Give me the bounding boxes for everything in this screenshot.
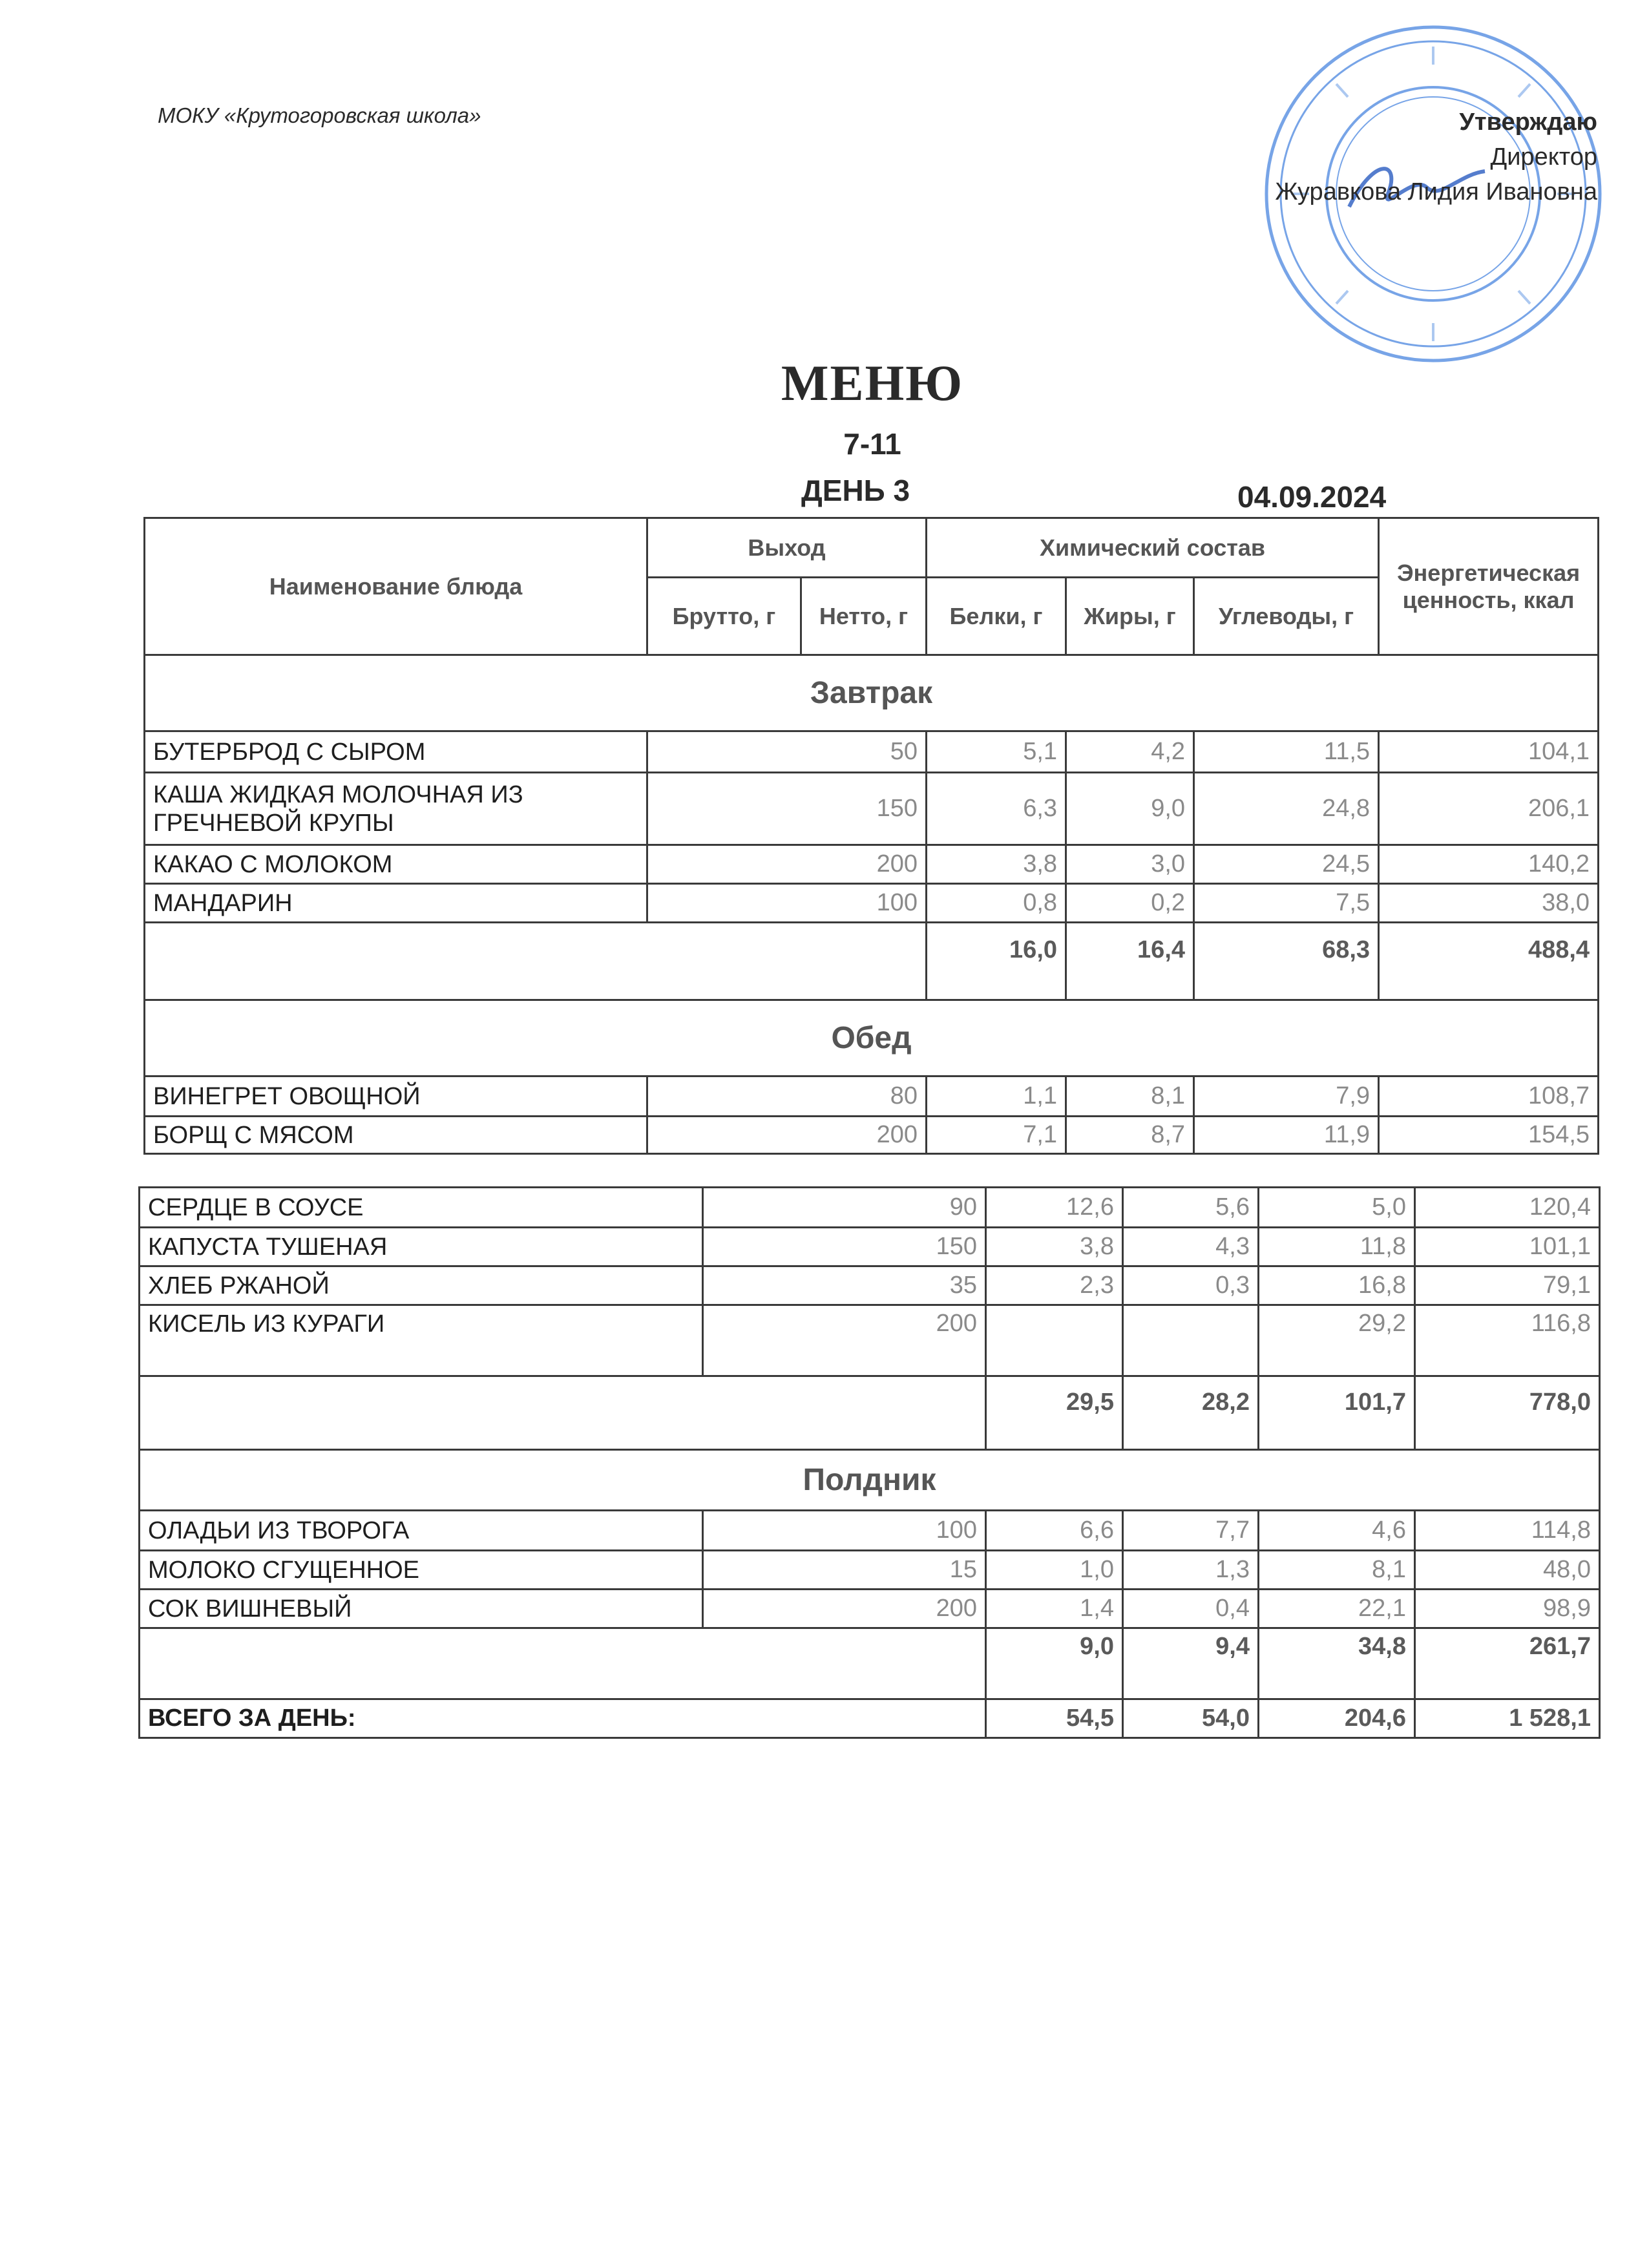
day-total-energy: 1 528,1 bbox=[1415, 1699, 1600, 1738]
total-carbs: 101,7 bbox=[1259, 1376, 1415, 1450]
menu-table-part2 bbox=[138, 1186, 1601, 1739]
total-fat: 9,4 bbox=[1123, 1628, 1259, 1699]
dish-name: БОРЩ С МЯСОМ bbox=[145, 1117, 647, 1154]
dish-protein: 12,6 bbox=[986, 1188, 1123, 1228]
dish-name: МАНДАРИН bbox=[145, 884, 647, 923]
dish-fat: 9,0 bbox=[1066, 773, 1194, 845]
dish-name: КАША ЖИДКАЯ МОЛОЧНАЯ ИЗ ГРЕЧНЕВОЙ КРУПЫ bbox=[145, 773, 647, 845]
day-label: ДЕНЬ 3 bbox=[801, 474, 910, 507]
dish-energy: 48,0 bbox=[1415, 1551, 1600, 1590]
dish-protein: 6,3 bbox=[927, 773, 1066, 845]
day-total-row bbox=[140, 1699, 1600, 1738]
dish-name: ОЛАДЬИ ИЗ ТВОРОГА bbox=[140, 1511, 703, 1551]
day-total-fat: 54,0 bbox=[1123, 1699, 1259, 1738]
section-lunch: Обед bbox=[145, 1000, 1599, 1076]
dish-output: 200 bbox=[647, 845, 927, 884]
dish-energy: 116,8 bbox=[1415, 1305, 1600, 1376]
snack-total-row bbox=[140, 1628, 1600, 1699]
dish-output: 200 bbox=[703, 1305, 986, 1376]
total-protein: 16,0 bbox=[927, 923, 1066, 1000]
total-energy: 261,7 bbox=[1415, 1628, 1600, 1699]
approval-director-name: Журавкова Лидия Ивановна bbox=[1275, 178, 1597, 205]
dish-energy: 154,5 bbox=[1379, 1117, 1599, 1154]
dish-carbs: 7,5 bbox=[1194, 884, 1379, 923]
dish-output: 150 bbox=[647, 773, 927, 845]
dish-carbs: 8,1 bbox=[1259, 1551, 1415, 1590]
col-header-brutto: Брутто, г bbox=[647, 578, 801, 655]
approval-title: Утверждаю bbox=[1459, 109, 1597, 136]
dish-fat: 0,3 bbox=[1123, 1266, 1259, 1305]
dish-name: СЕРДЦЕ В СОУСЕ bbox=[140, 1188, 703, 1228]
col-header-netto: Нетто, г bbox=[801, 578, 927, 655]
table-row bbox=[140, 1266, 1600, 1305]
dish-fat: 4,3 bbox=[1123, 1228, 1259, 1266]
dish-carbs: 5,0 bbox=[1259, 1188, 1415, 1228]
dish-energy: 206,1 bbox=[1379, 773, 1599, 845]
dish-output: 50 bbox=[647, 731, 927, 773]
col-header-energy: Энергетическая ценность, ккал bbox=[1379, 518, 1599, 655]
total-carbs: 34,8 bbox=[1259, 1628, 1415, 1699]
dish-protein: 1,1 bbox=[927, 1076, 1066, 1117]
approval-position: Директор bbox=[1490, 143, 1597, 171]
total-fat: 28,2 bbox=[1123, 1376, 1259, 1450]
dish-fat: 3,0 bbox=[1066, 845, 1194, 884]
total-protein: 9,0 bbox=[986, 1628, 1123, 1699]
dish-carbs: 24,8 bbox=[1194, 773, 1379, 845]
dish-fat: 1,3 bbox=[1123, 1551, 1259, 1590]
dish-protein: 7,1 bbox=[927, 1117, 1066, 1154]
total-spacer bbox=[140, 1376, 986, 1450]
dish-carbs: 11,5 bbox=[1194, 731, 1379, 773]
dish-carbs: 22,1 bbox=[1259, 1590, 1415, 1628]
dish-fat bbox=[1123, 1305, 1259, 1376]
dish-name: ХЛЕБ РЖАНОЙ bbox=[140, 1266, 703, 1305]
dish-energy: 98,9 bbox=[1415, 1590, 1600, 1628]
col-header-protein: Белки, г bbox=[927, 578, 1066, 655]
lunch-total-row bbox=[140, 1376, 1600, 1450]
total-energy: 488,4 bbox=[1379, 923, 1599, 1000]
table-row bbox=[140, 1188, 1600, 1228]
dish-fat: 0,4 bbox=[1123, 1590, 1259, 1628]
dish-carbs: 4,6 bbox=[1259, 1511, 1415, 1551]
dish-carbs: 11,9 bbox=[1194, 1117, 1379, 1154]
table-row bbox=[140, 1590, 1600, 1628]
age-group: 7-11 bbox=[843, 427, 901, 461]
dish-energy: 108,7 bbox=[1379, 1076, 1599, 1117]
dish-protein: 3,8 bbox=[927, 845, 1066, 884]
dish-protein: 3,8 bbox=[986, 1228, 1123, 1266]
day-total-protein: 54,5 bbox=[986, 1699, 1123, 1738]
table-row bbox=[140, 1511, 1600, 1551]
total-carbs: 68,3 bbox=[1194, 923, 1379, 1000]
dish-name: БУТЕРБРОД С СЫРОМ bbox=[145, 731, 647, 773]
dish-output: 200 bbox=[647, 1117, 927, 1154]
total-spacer bbox=[145, 923, 927, 1000]
day-total-carbs: 204,6 bbox=[1259, 1699, 1415, 1738]
menu-table-part1 bbox=[143, 517, 1599, 1155]
dish-name: КАКАО С МОЛОКОМ bbox=[145, 845, 647, 884]
dish-name: ВИНЕГРЕТ ОВОЩНОЙ bbox=[145, 1076, 647, 1117]
dish-carbs: 24,5 bbox=[1194, 845, 1379, 884]
dish-protein: 5,1 bbox=[927, 731, 1066, 773]
approval-block bbox=[1275, 105, 1597, 209]
col-header-fat: Жиры, г bbox=[1066, 578, 1194, 655]
dish-name: МОЛОКО СГУЩЕННОЕ bbox=[140, 1551, 703, 1590]
dish-fat: 7,7 bbox=[1123, 1511, 1259, 1551]
table-row bbox=[145, 1117, 1599, 1154]
day-total-label: ВСЕГО ЗА ДЕНЬ: bbox=[140, 1699, 986, 1738]
dish-carbs: 11,8 bbox=[1259, 1228, 1415, 1266]
dish-protein: 1,0 bbox=[986, 1551, 1123, 1590]
dish-energy: 79,1 bbox=[1415, 1266, 1600, 1305]
dish-energy: 101,1 bbox=[1415, 1228, 1600, 1266]
dish-protein bbox=[986, 1305, 1123, 1376]
dish-protein: 2,3 bbox=[986, 1266, 1123, 1305]
dish-energy: 114,8 bbox=[1415, 1511, 1600, 1551]
menu-date: 04.09.2024 bbox=[1237, 480, 1387, 514]
col-header-carbs: Углеводы, г bbox=[1194, 578, 1379, 655]
dish-fat: 5,6 bbox=[1123, 1188, 1259, 1228]
total-energy: 778,0 bbox=[1415, 1376, 1600, 1450]
total-spacer bbox=[140, 1628, 986, 1699]
total-protein: 29,5 bbox=[986, 1376, 1123, 1450]
col-header-chem: Химический состав bbox=[927, 518, 1379, 578]
table-row bbox=[145, 1076, 1599, 1117]
total-fat: 16,4 bbox=[1066, 923, 1194, 1000]
page-title: МЕНЮ bbox=[781, 355, 964, 411]
dish-carbs: 16,8 bbox=[1259, 1266, 1415, 1305]
dish-name: КИСЕЛЬ ИЗ КУРАГИ bbox=[140, 1305, 703, 1376]
dish-output: 15 bbox=[703, 1551, 986, 1590]
dish-protein: 1,4 bbox=[986, 1590, 1123, 1628]
dish-energy: 104,1 bbox=[1379, 731, 1599, 773]
dish-energy: 120,4 bbox=[1415, 1188, 1600, 1228]
dish-output: 90 bbox=[703, 1188, 986, 1228]
col-header-output: Выход bbox=[647, 518, 927, 578]
dish-output: 150 bbox=[703, 1228, 986, 1266]
section-snack: Полдник bbox=[140, 1450, 1600, 1511]
dish-fat: 4,2 bbox=[1066, 731, 1194, 773]
dish-energy: 140,2 bbox=[1379, 845, 1599, 884]
dish-carbs: 7,9 bbox=[1194, 1076, 1379, 1117]
dish-protein: 6,6 bbox=[986, 1511, 1123, 1551]
dish-energy: 38,0 bbox=[1379, 884, 1599, 923]
table-row bbox=[140, 1551, 1600, 1590]
dish-output: 35 bbox=[703, 1266, 986, 1305]
dish-output: 100 bbox=[647, 884, 927, 923]
dish-output: 100 bbox=[703, 1511, 986, 1551]
dish-name: СОК ВИШНЕВЫЙ bbox=[140, 1590, 703, 1628]
table-row bbox=[145, 731, 1599, 773]
section-breakfast: Завтрак bbox=[145, 655, 1599, 731]
col-header-name: Наименование блюда bbox=[145, 518, 647, 655]
dish-fat: 8,7 bbox=[1066, 1117, 1194, 1154]
table-row bbox=[145, 773, 1599, 845]
table-row bbox=[140, 1305, 1600, 1376]
dish-protein: 0,8 bbox=[927, 884, 1066, 923]
dish-carbs: 29,2 bbox=[1259, 1305, 1415, 1376]
table-row bbox=[145, 884, 1599, 923]
dish-output: 80 bbox=[647, 1076, 927, 1117]
breakfast-total-row bbox=[145, 923, 1599, 1000]
dish-name: КАПУСТА ТУШЕНАЯ bbox=[140, 1228, 703, 1266]
dish-fat: 0,2 bbox=[1066, 884, 1194, 923]
table-row bbox=[140, 1228, 1600, 1266]
dish-output: 200 bbox=[703, 1590, 986, 1628]
dish-fat: 8,1 bbox=[1066, 1076, 1194, 1117]
table-row bbox=[145, 845, 1599, 884]
school-name: МОКУ «Крутогоровская школа» bbox=[158, 103, 481, 127]
